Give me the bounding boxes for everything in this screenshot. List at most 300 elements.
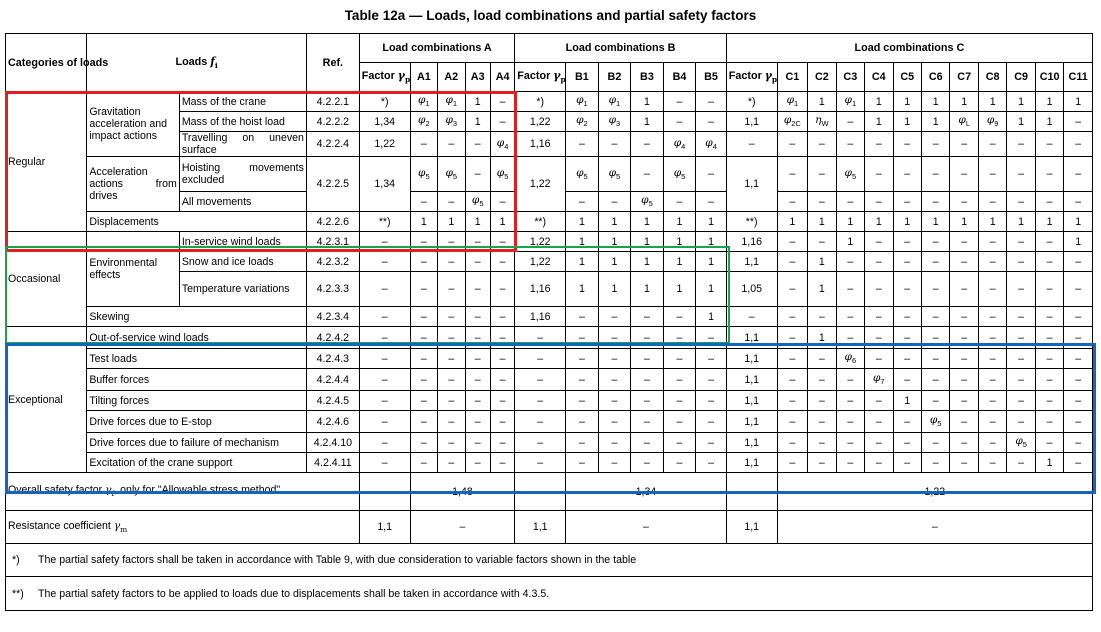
value-cell-c: – <box>978 132 1006 157</box>
value-cell-c: – <box>1035 327 1063 349</box>
value-cell-b: – <box>566 192 599 212</box>
value-cell-a: $\varphi_5$ <box>490 157 514 192</box>
value-cell-c: – <box>921 369 949 391</box>
value-cell-c: $\varphi_5$ <box>1007 433 1035 453</box>
value-cell-c: – <box>893 327 921 349</box>
factor-cell-c: 1,1 <box>726 112 777 132</box>
header-col-c2: C2 <box>808 63 836 92</box>
overall-factor-c: – <box>726 473 777 511</box>
value-cell-c: – <box>1007 132 1035 157</box>
value-cell-c: – <box>1035 411 1063 433</box>
value-cell-c: 1 <box>865 112 893 132</box>
load-name-cell: Test loads <box>87 349 307 369</box>
value-cell-c: $\varphi_1$ <box>836 92 864 112</box>
header-ref: Ref. <box>306 34 359 92</box>
factor-cell-b: 1,22 <box>515 112 566 132</box>
value-cell-b: – <box>663 433 696 453</box>
value-cell-c: – <box>950 327 978 349</box>
value-cell-c: 1 <box>808 252 836 272</box>
factor-cell-b: – <box>515 433 566 453</box>
value-cell-b: 1 <box>598 272 631 307</box>
value-cell-b: 1 <box>631 252 664 272</box>
value-cell-a: – <box>410 453 437 473</box>
value-cell-b: 1 <box>631 272 664 307</box>
value-cell-c: – <box>893 132 921 157</box>
value-cell-c: – <box>1064 453 1093 473</box>
value-cell-c: $\varphi_{2C}$ <box>777 112 808 132</box>
value-cell-c: 1 <box>921 92 949 112</box>
value-cell-c: – <box>978 391 1006 411</box>
value-cell-c: – <box>777 327 808 349</box>
value-cell-c: – <box>1064 157 1093 192</box>
value-cell-c: – <box>836 132 864 157</box>
value-cell-b: – <box>663 327 696 349</box>
header-col-c9: C9 <box>1007 63 1035 92</box>
load-name-cell: Drive forces due to failure of mechanism <box>87 433 307 453</box>
value-cell-c: – <box>1035 252 1063 272</box>
value-cell-c: – <box>865 349 893 369</box>
value-cell-a: $\varphi_1$ <box>438 92 465 112</box>
ref-cell: 4.2.2.1 <box>306 92 359 112</box>
value-cell-b: – <box>566 411 599 433</box>
value-cell-c: – <box>950 132 978 157</box>
value-cell-b: – <box>598 369 631 391</box>
value-cell-c: – <box>950 433 978 453</box>
overall-value-c: 1,22 <box>777 473 1092 511</box>
value-cell-c: – <box>777 192 808 212</box>
value-cell-b: – <box>696 433 727 453</box>
value-cell-c: – <box>978 327 1006 349</box>
value-cell-c: – <box>921 307 949 327</box>
value-cell-c: – <box>1007 349 1035 369</box>
value-cell-b: – <box>631 132 664 157</box>
value-cell-c: – <box>865 157 893 192</box>
value-cell-c: – <box>1035 157 1063 192</box>
value-cell-b: – <box>631 453 664 473</box>
factor-cell-a: 1,22 <box>359 132 410 157</box>
subgroup-cell: Gravitation acceleration and impact actions <box>87 92 180 157</box>
resistance-factor-a: 1,1 <box>359 511 410 544</box>
value-cell-c: – <box>777 232 808 252</box>
value-cell-c: – <box>950 369 978 391</box>
ref-cell: 4.2.4.4 <box>306 369 359 391</box>
overall-value-a: 1,48 <box>410 473 515 511</box>
value-cell-c: – <box>865 272 893 307</box>
value-cell-a: – <box>490 272 514 307</box>
value-cell-c: – <box>950 411 978 433</box>
value-cell-c: – <box>777 307 808 327</box>
value-cell-b: 1 <box>631 112 664 132</box>
footnote-text: The partial safety factors shall be taken in accordance with Table 9, with due consideration to variable factors shown in the table <box>38 554 637 566</box>
factor-cell-c: – <box>726 307 777 327</box>
factor-cell-b: 1,16 <box>515 307 566 327</box>
factor-cell-a: – <box>359 252 410 272</box>
value-cell-c: $\varphi_5$ <box>921 411 949 433</box>
value-cell-c: – <box>893 349 921 369</box>
value-cell-c: – <box>921 272 949 307</box>
value-cell-c: – <box>978 157 1006 192</box>
value-cell-c: – <box>808 157 836 192</box>
header-col-b1: B1 <box>566 63 599 92</box>
resistance-value-c: – <box>777 511 1092 544</box>
value-cell-a: – <box>410 349 437 369</box>
table-row <box>6 349 1093 369</box>
value-cell-c: – <box>808 433 836 453</box>
resistance-factor-b: 1,1 <box>515 511 566 544</box>
value-cell-c: – <box>893 272 921 307</box>
ref-cell: 4.2.4.6 <box>306 411 359 433</box>
value-cell-a: – <box>438 272 465 307</box>
factor-cell-c: 1,16 <box>726 232 777 252</box>
value-cell-a: – <box>490 92 514 112</box>
value-cell-c: – <box>978 232 1006 252</box>
value-cell-b: 1 <box>696 212 727 232</box>
ref-cell: 4.2.3.1 <box>306 232 359 252</box>
value-cell-c: 1 <box>836 212 864 232</box>
value-cell-c: 1 <box>1035 92 1063 112</box>
value-cell-a: 1 <box>490 212 514 232</box>
value-cell-a: – <box>490 453 514 473</box>
value-cell-b: $\varphi_1$ <box>598 92 631 112</box>
ref-cell: 4.2.2.4 <box>306 132 359 157</box>
table-row <box>6 411 1093 433</box>
value-cell-c: – <box>777 411 808 433</box>
load-name-cell: Skewing <box>87 307 307 327</box>
factor-cell-a: 1,34 <box>359 157 410 212</box>
value-cell-c: 1 <box>836 232 864 252</box>
value-cell-c: 1 <box>865 92 893 112</box>
value-cell-a: – <box>490 327 514 349</box>
value-cell-c: – <box>893 192 921 212</box>
value-cell-b: – <box>663 112 696 132</box>
value-cell-c: 1 <box>921 212 949 232</box>
overall-factor-b: – <box>515 473 566 511</box>
value-cell-c: – <box>1007 252 1035 272</box>
value-cell-b: – <box>663 369 696 391</box>
value-cell-c: – <box>865 391 893 411</box>
factor-cell-c: 1,05 <box>726 272 777 307</box>
value-cell-b: 1 <box>566 212 599 232</box>
value-cell-b: – <box>631 433 664 453</box>
value-cell-b: – <box>696 192 727 212</box>
value-cell-c: – <box>865 433 893 453</box>
value-cell-c: – <box>893 252 921 272</box>
value-cell-c: – <box>893 433 921 453</box>
value-cell-a: $\varphi_2$ <box>410 112 437 132</box>
header-loads-label: Loads <box>175 55 208 68</box>
value-cell-b: 1 <box>631 212 664 232</box>
factor-cell-b: – <box>515 453 566 473</box>
value-cell-c: – <box>950 349 978 369</box>
value-cell-c: – <box>978 192 1006 212</box>
value-cell-b: – <box>598 411 631 433</box>
factor-cell-c: – <box>726 132 777 157</box>
value-cell-c: – <box>1064 391 1093 411</box>
value-cell-a: – <box>490 369 514 391</box>
value-cell-a: – <box>490 192 514 212</box>
value-cell-c: – <box>836 112 864 132</box>
value-cell-c: – <box>777 272 808 307</box>
factor-cell-a: – <box>359 433 410 453</box>
value-cell-b: $\varphi_5$ <box>598 157 631 192</box>
header-group-a: Load combinations A <box>359 34 515 63</box>
header-group-c: Load combinations C <box>726 34 1092 63</box>
value-cell-c: – <box>865 307 893 327</box>
value-cell-c: $\varphi_6$ <box>836 349 864 369</box>
value-cell-b: – <box>631 349 664 369</box>
value-cell-c: – <box>1007 192 1035 212</box>
value-cell-c: 1 <box>777 212 808 232</box>
value-cell-c: $\varphi_5$ <box>836 157 864 192</box>
value-cell-a: – <box>438 307 465 327</box>
value-cell-b: – <box>631 157 664 192</box>
value-cell-c: – <box>777 453 808 473</box>
load-name-cell: All movements <box>179 192 306 212</box>
factor-cell-a: – <box>359 349 410 369</box>
value-cell-a: – <box>438 192 465 212</box>
value-cell-b: 1 <box>663 232 696 252</box>
value-cell-c: – <box>978 252 1006 272</box>
value-cell-c: – <box>1064 132 1093 157</box>
resistance-row <box>6 511 1093 544</box>
value-cell-b: – <box>696 453 727 473</box>
value-cell-c: – <box>921 232 949 252</box>
value-cell-b: – <box>631 327 664 349</box>
value-cell-c: – <box>865 252 893 272</box>
value-cell-b: 1 <box>696 272 727 307</box>
subgroup-cell: Environmental effects <box>87 232 180 307</box>
factor-cell-c: 1,1 <box>726 327 777 349</box>
value-cell-c: – <box>1064 307 1093 327</box>
value-cell-a: $\varphi_4$ <box>490 132 514 157</box>
value-cell-c: – <box>1035 132 1063 157</box>
value-cell-b: 1 <box>566 232 599 252</box>
value-cell-c: – <box>1064 411 1093 433</box>
header-group-b: Load combinations B <box>515 34 726 63</box>
ref-cell: 4.2.4.3 <box>306 349 359 369</box>
table-row <box>6 433 1093 453</box>
value-cell-c: – <box>1064 252 1093 272</box>
load-name-cell: In-service wind loads <box>179 232 306 252</box>
factor-cell-b: – <box>515 369 566 391</box>
value-cell-c: 1 <box>921 112 949 132</box>
factor-cell-a: – <box>359 307 410 327</box>
value-cell-a: – <box>465 453 490 473</box>
value-cell-b: 1 <box>696 252 727 272</box>
value-cell-a: – <box>410 369 437 391</box>
value-cell-c: – <box>836 391 864 411</box>
value-cell-a: – <box>438 411 465 433</box>
value-cell-c: – <box>950 391 978 411</box>
value-cell-c: – <box>1064 327 1093 349</box>
value-cell-c: 1 <box>893 112 921 132</box>
value-cell-c: – <box>950 232 978 252</box>
value-cell-b: $\varphi_1$ <box>566 92 599 112</box>
value-cell-c: – <box>893 232 921 252</box>
table-row <box>6 453 1093 473</box>
header-col-a2: A2 <box>438 63 465 92</box>
table-row <box>6 212 1093 232</box>
value-cell-c: – <box>978 433 1006 453</box>
value-cell-c: – <box>808 349 836 369</box>
ref-cell: 4.2.2.2 <box>306 112 359 132</box>
footnote-row <box>6 577 1093 611</box>
footnote <box>6 577 1093 611</box>
value-cell-b: – <box>663 453 696 473</box>
value-cell-b: – <box>598 132 631 157</box>
value-cell-b: – <box>663 411 696 433</box>
value-cell-b: 1 <box>663 272 696 307</box>
overall-row <box>6 473 1093 511</box>
value-cell-c: 1 <box>1035 212 1063 232</box>
value-cell-a: 1 <box>465 212 490 232</box>
load-name-cell: Out-of-service wind loads <box>87 327 307 349</box>
value-cell-c: – <box>808 132 836 157</box>
factor-cell-a: *) <box>359 92 410 112</box>
header-col-a1: A1 <box>410 63 437 92</box>
header-col-a4: A4 <box>490 63 514 92</box>
value-cell-c: – <box>1035 192 1063 212</box>
footnote-mark: **) <box>12 587 24 600</box>
factor-cell-c: *) <box>726 92 777 112</box>
value-cell-a: – <box>438 369 465 391</box>
value-cell-c: – <box>1064 349 1093 369</box>
value-cell-c: 1 <box>1064 232 1093 252</box>
factor-cell-b: *) <box>515 92 566 112</box>
value-cell-a: – <box>465 391 490 411</box>
table-row <box>6 391 1093 411</box>
value-cell-c: – <box>836 369 864 391</box>
value-cell-c: – <box>777 369 808 391</box>
value-cell-c: – <box>1064 433 1093 453</box>
load-name-cell: Buffer forces <box>87 369 307 391</box>
load-name-cell: Mass of the crane <box>179 92 306 112</box>
factor-cell-b: 1,22 <box>515 157 566 212</box>
value-cell-a: – <box>410 433 437 453</box>
value-cell-b: – <box>566 369 599 391</box>
value-cell-c: – <box>921 349 949 369</box>
value-cell-c: – <box>865 327 893 349</box>
value-cell-a: – <box>465 349 490 369</box>
load-combinations-table <box>5 33 1093 611</box>
value-cell-c: – <box>1064 112 1093 132</box>
value-cell-c: – <box>808 307 836 327</box>
value-cell-c: – <box>836 192 864 212</box>
value-cell-a: – <box>465 132 490 157</box>
value-cell-c: – <box>1007 307 1035 327</box>
value-cell-a: – <box>410 192 437 212</box>
value-cell-c: 1 <box>893 212 921 232</box>
value-cell-b: 1 <box>663 252 696 272</box>
value-cell-b: – <box>598 192 631 212</box>
header-col-c5: C5 <box>893 63 921 92</box>
value-cell-a: – <box>490 411 514 433</box>
value-cell-c: 1 <box>1035 112 1063 132</box>
resistance-factor-c: 1,1 <box>726 511 777 544</box>
value-cell-c: – <box>921 157 949 192</box>
load-name-cell: Travelling on uneven surface <box>179 132 306 157</box>
value-cell-c: – <box>921 327 949 349</box>
value-cell-c: – <box>921 132 949 157</box>
value-cell-c: – <box>921 433 949 453</box>
header-loads-symbol: $f_i$ <box>210 54 218 71</box>
value-cell-c: 1 <box>1007 112 1035 132</box>
value-cell-a: – <box>410 232 437 252</box>
value-cell-b: – <box>663 307 696 327</box>
table-row <box>6 307 1093 327</box>
factor-cell-b: 1,16 <box>515 272 566 307</box>
header-factor-a: Factor $\gamma_p$ <box>359 63 410 92</box>
factor-cell-a: 1,34 <box>359 112 410 132</box>
value-cell-b: – <box>566 349 599 369</box>
value-cell-a: – <box>438 453 465 473</box>
value-cell-c: 1 <box>1064 92 1093 112</box>
value-cell-a: – <box>465 307 490 327</box>
value-cell-a: – <box>465 433 490 453</box>
value-cell-a: – <box>465 232 490 252</box>
value-cell-c: – <box>978 272 1006 307</box>
factor-cell-a: – <box>359 411 410 433</box>
load-name-cell: Hoisting movements excluded <box>179 157 306 192</box>
value-cell-c: – <box>893 453 921 473</box>
factor-cell-b: – <box>515 327 566 349</box>
factor-cell-b: – <box>515 391 566 411</box>
factor-cell-c: 1,1 <box>726 157 777 212</box>
factor-cell-c: **) <box>726 212 777 232</box>
value-cell-b: – <box>566 307 599 327</box>
value-cell-c: – <box>836 307 864 327</box>
value-cell-c: – <box>978 369 1006 391</box>
factor-cell-c: 1,1 <box>726 252 777 272</box>
factor-cell-a: – <box>359 327 410 349</box>
value-cell-b: – <box>566 327 599 349</box>
value-cell-c: – <box>921 391 949 411</box>
value-cell-c: – <box>808 369 836 391</box>
header-col-b2: B2 <box>598 63 631 92</box>
value-cell-a: – <box>465 327 490 349</box>
value-cell-c: – <box>978 307 1006 327</box>
value-cell-c: $\varphi_1$ <box>777 92 808 112</box>
factor-cell-b: – <box>515 411 566 433</box>
factor-cell-c: 1,1 <box>726 391 777 411</box>
value-cell-c: – <box>1007 272 1035 307</box>
value-cell-c: – <box>1007 232 1035 252</box>
value-cell-c: $\varphi_9$ <box>978 112 1006 132</box>
value-cell-a: $\varphi_5$ <box>438 157 465 192</box>
value-cell-c: – <box>893 157 921 192</box>
value-cell-c: 1 <box>808 212 836 232</box>
value-cell-c: – <box>808 411 836 433</box>
value-cell-c: 1 <box>865 212 893 232</box>
ref-cell: 4.2.4.2 <box>306 327 359 349</box>
value-cell-a: $\varphi_5$ <box>410 157 437 192</box>
value-cell-c: $\eta_W$ <box>808 112 836 132</box>
value-cell-c: – <box>836 252 864 272</box>
value-cell-b: – <box>598 307 631 327</box>
header-col-c3: C3 <box>836 63 864 92</box>
table-row <box>6 232 1093 252</box>
value-cell-a: $\varphi_1$ <box>410 92 437 112</box>
value-cell-c: – <box>777 391 808 411</box>
value-cell-c: – <box>1035 307 1063 327</box>
value-cell-b: – <box>566 132 599 157</box>
factor-cell-a: – <box>359 272 410 307</box>
ref-cell: 4.2.3.2 <box>306 252 359 272</box>
value-cell-b: – <box>696 327 727 349</box>
value-cell-a: $\varphi_5$ <box>465 192 490 212</box>
value-cell-c: 1 <box>1007 92 1035 112</box>
ref-cell: 4.2.2.6 <box>306 212 359 232</box>
